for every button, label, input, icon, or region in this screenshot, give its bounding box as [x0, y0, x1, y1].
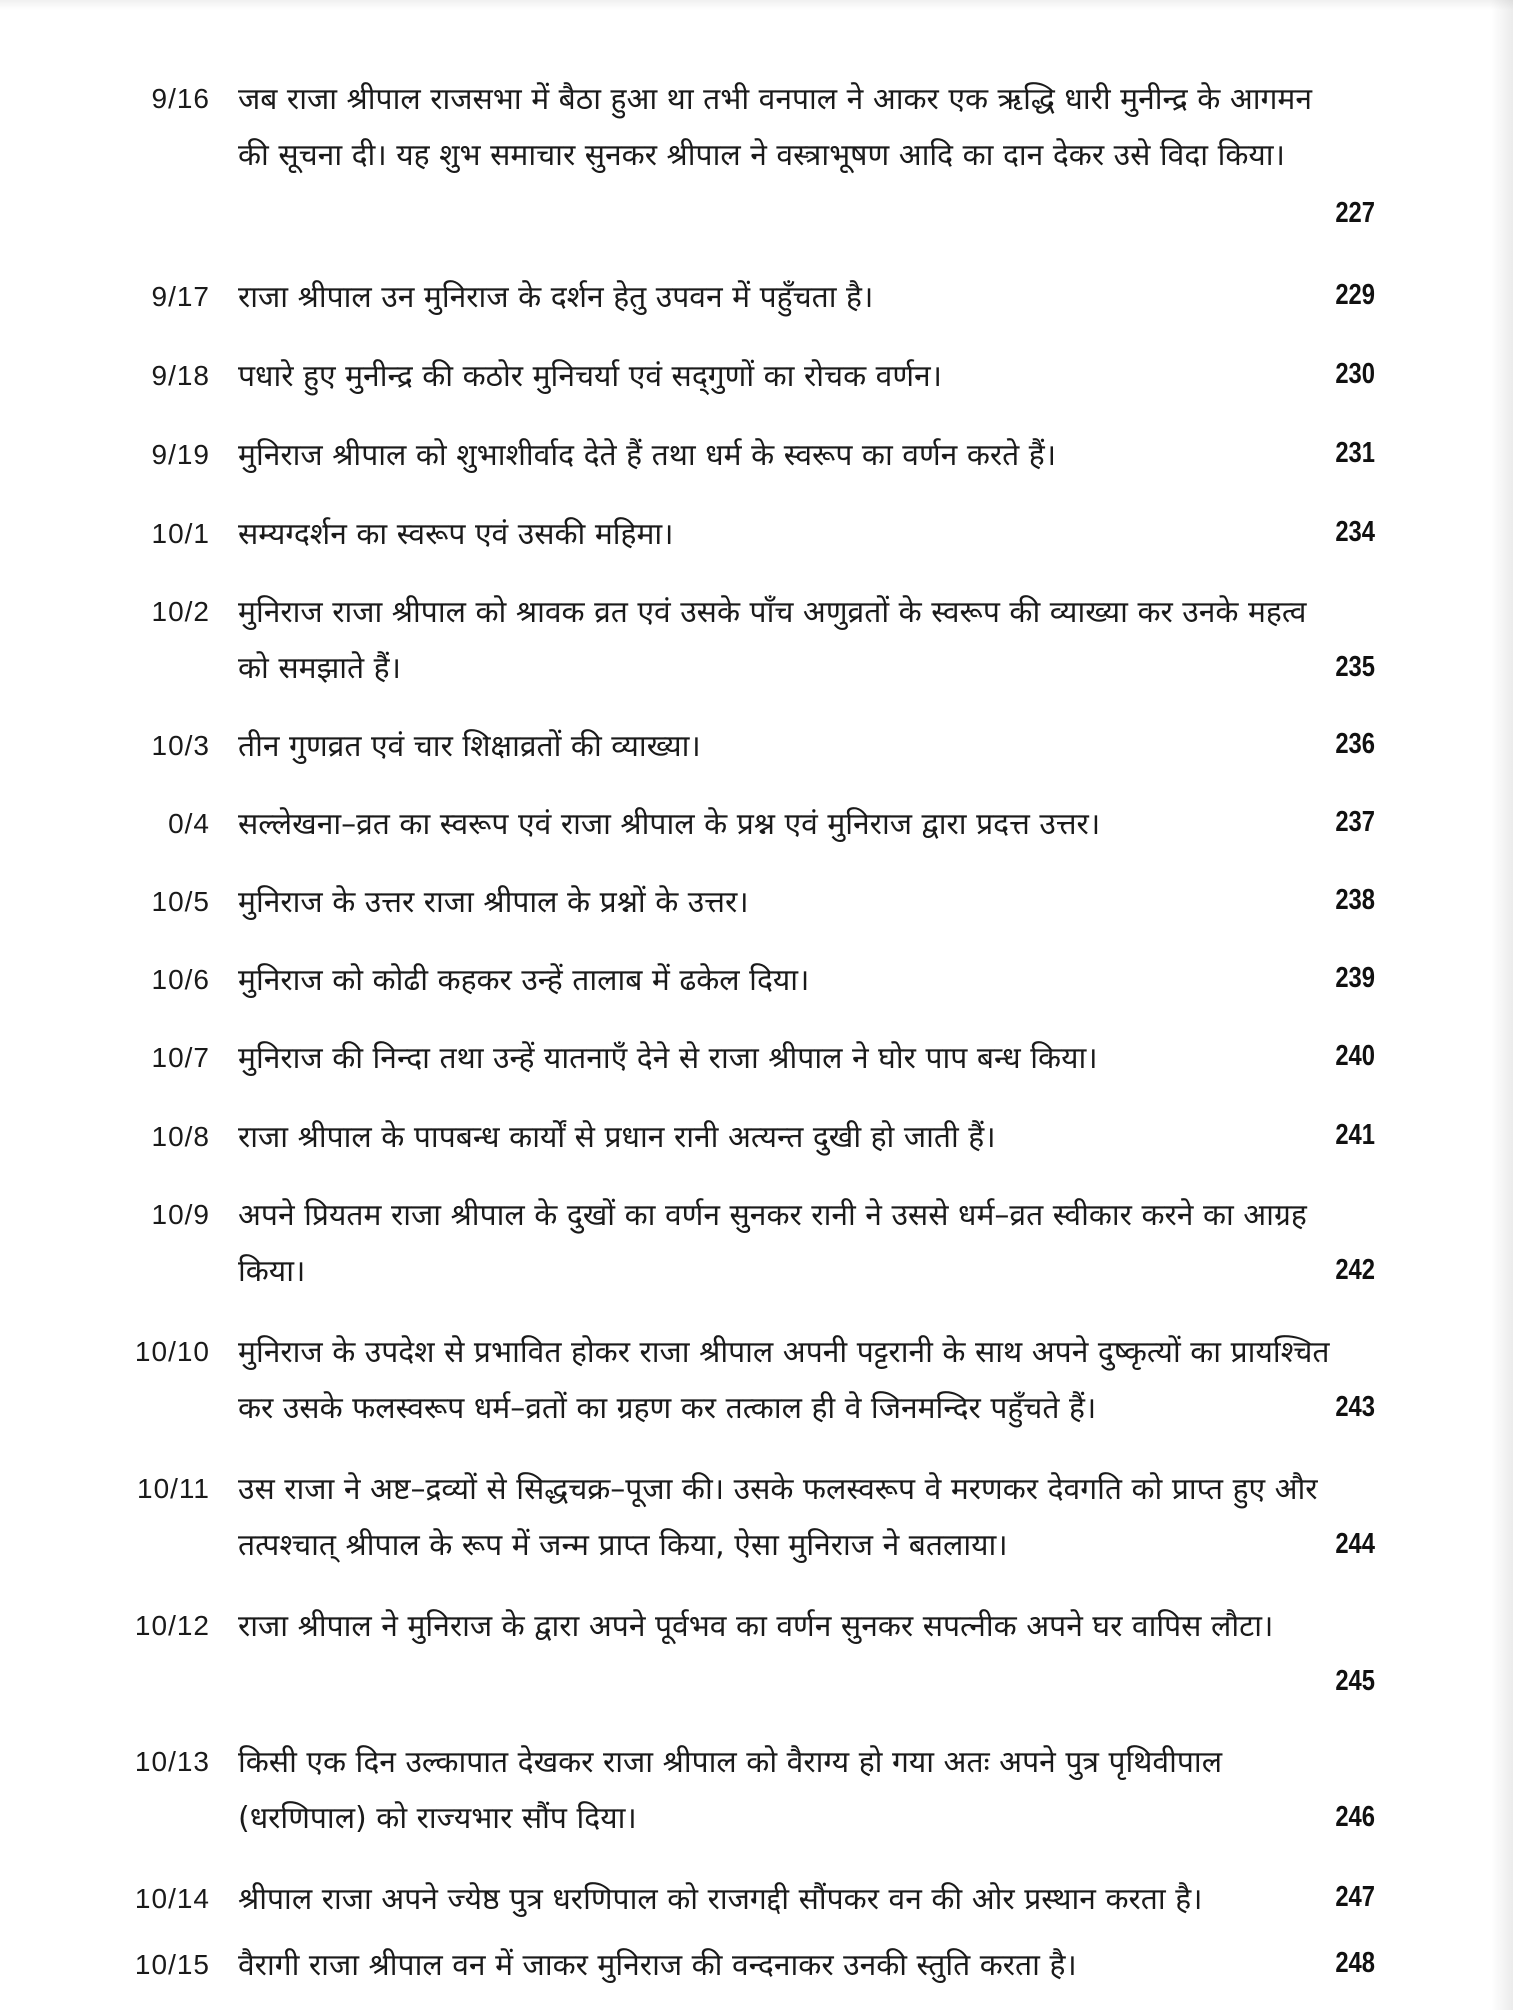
entry-page-number: 238: [1335, 884, 1375, 916]
entry-page-number: 237: [1335, 806, 1375, 838]
entry-description: किसी एक दिन उल्कापात देखकर राजा श्रीपाल को वैराग्य हो गया अतः अपने पुत्र पृथिवीपाल (धरणिपाल) को राज्यभार सौंप दिया।: [238, 1745, 1223, 1836]
entry-page-number: 248: [1335, 1947, 1375, 1979]
entry-description: उस राजा ने अष्ट–द्रव्यों से सिद्धचक्र–पूजा की। उसके फलस्वरूप वे मरणकर देवगति को प्राप्त हुए और तत्पश्चात् श्रीपाल के रूप में जन्म प्राप्त किया, ऐसा मुनिराज ने बतलाया।: [238, 1472, 1318, 1563]
entry-description: मुनिराज की निन्दा तथा उन्हें यातनाएँ देने से राजा श्रीपाल ने घोर पाप बन्ध किया।: [238, 1041, 1098, 1076]
entry-number: 10/3: [151, 730, 210, 761]
entry-number: 9/17: [151, 281, 210, 312]
entry-page-number: 229: [1335, 279, 1375, 311]
entry-number: 10/5: [151, 886, 210, 917]
entry-description: अपने प्रियतम राजा श्रीपाल के दुखों का वर्णन सुनकर रानी ने उससे धर्म–व्रत स्वीकार करने का आग्रह किया।: [238, 1198, 1307, 1289]
entry-number: 10/1: [151, 518, 210, 549]
entry-page-number: 244: [1335, 1528, 1375, 1560]
entry-page-number: 245: [1335, 1665, 1375, 1697]
entry-page-number: 239: [1335, 962, 1375, 994]
entry-description: श्रीपाल राजा अपने ज्येष्ठ पुत्र धरणिपाल को राजगद्दी सौंपकर वन की ओर प्रस्थान करता है।: [238, 1882, 1203, 1917]
entry-number: 10/15: [134, 1949, 210, 1980]
entry-number: 10/11: [137, 1473, 210, 1504]
entry-page-number: 243: [1335, 1391, 1375, 1423]
entry-number: 0/4: [168, 808, 210, 839]
entry-number: 9/19: [151, 439, 210, 470]
entry-number: 10/14: [134, 1883, 210, 1914]
entry-page-number: 242: [1335, 1254, 1375, 1286]
entry-description: राजा श्रीपाल के पापबन्ध कार्यों से प्रधान रानी अत्यन्त दुखी हो जाती हैं।: [238, 1120, 996, 1155]
entry-number: 10/8: [151, 1121, 210, 1152]
entry-number: 10/9: [151, 1199, 210, 1230]
entry-description: मुनिराज श्रीपाल को शुभाशीर्वाद देते हैं तथा धर्म के स्वरूप का वर्णन करते हैं।: [238, 438, 1057, 473]
entry-number: 10/6: [151, 964, 210, 995]
entry-description: मुनिराज के उपदेश से प्रभावित होकर राजा श्रीपाल अपनी पट्टरानी के साथ अपने दुष्कृत्यों का प्रायश्चित कर उसके फलस्वरूप धर्म–व्रतों का ग्रहण कर तत्काल ही वे जिनमन्दिर पहुँचते हैं।: [238, 1335, 1330, 1426]
entry-description: जब राजा श्रीपाल राजसभा में बैठा हुआ था तभी वनपाल ने आकर एक ऋद्धि धारी मुनीन्द्र के आगमन की सूचना दी। यह शुभ समाचार सुनकर श्रीपाल ने वस्त्राभूषण आदि का दान देकर उसे विदा किया।: [238, 82, 1312, 173]
entry-page-number: 231: [1335, 437, 1375, 469]
entry-page-number: 227: [1335, 197, 1375, 229]
entry-number: 10/13: [134, 1746, 210, 1777]
entry-description: मुनिराज के उत्तर राजा श्रीपाल के प्रश्नों के उत्तर।: [238, 885, 749, 920]
entry-number: 10/12: [134, 1610, 210, 1641]
entry-number: 9/18: [151, 360, 210, 391]
entry-number: 9/16: [151, 83, 210, 114]
entry-description: सम्यग्दर्शन का स्वरूप एवं उसकी महिमा।: [238, 517, 674, 552]
entry-description: राजा श्रीपाल ने मुनिराज के द्वारा अपने पूर्वभव का वर्णन सुनकर सपत्नीक अपने घर वापिस लौटा।: [238, 1609, 1274, 1644]
entry-description: पधारे हुए मुनीन्द्र की कठोर मुनिचर्या एवं सद्‌गुणों का रोचक वर्णन।: [238, 359, 943, 394]
entry-page-number: 236: [1335, 728, 1375, 760]
entry-number: 10/2: [151, 596, 210, 627]
entry-page-number: 230: [1335, 358, 1375, 390]
entry-description: तीन गुणव्रत एवं चार शिक्षाव्रतों की व्याख्या।: [238, 729, 701, 764]
entry-description: वैरागी राजा श्रीपाल वन में जाकर मुनिराज की वन्दनाकर उनकी स्तुति करता है।: [238, 1948, 1077, 1983]
entry-description: राजा श्रीपाल उन मुनिराज के दर्शन हेतु उपवन में पहुँचता है।: [238, 280, 874, 315]
entry-page-number: 234: [1335, 516, 1375, 548]
entry-page-number: 235: [1335, 651, 1375, 683]
entry-number: 10/7: [151, 1042, 210, 1073]
entry-description: मुनिराज राजा श्रीपाल को श्रावक व्रत एवं उसके पाँच अणुव्रतों के स्वरूप की व्याख्या कर उनके महत्व को समझाते हैं।: [238, 595, 1307, 686]
entry-page-number: 246: [1335, 1801, 1375, 1833]
entry-page-number: 241: [1335, 1119, 1375, 1151]
entry-number: 10/10: [134, 1336, 210, 1367]
entry-page-number: 240: [1335, 1040, 1375, 1072]
entry-description: सल्लेखना–व्रत का स्वरूप एवं राजा श्रीपाल के प्रश्न एवं मुनिराज द्वारा प्रदत्त उत्तर।: [238, 807, 1101, 842]
entry-description: मुनिराज को कोढी कहकर उन्हें तालाब में ढकेल दिया।: [238, 963, 810, 998]
entry-page-number: 247: [1335, 1881, 1375, 1913]
